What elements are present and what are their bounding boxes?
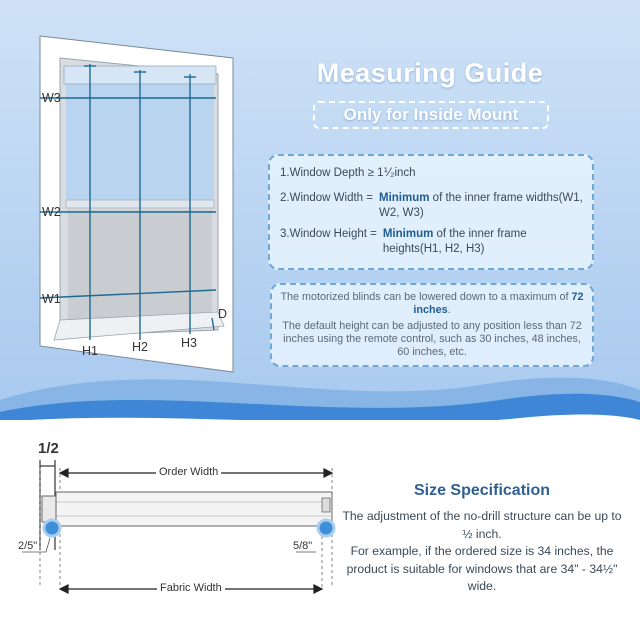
measure-item-width: 2.Window Width = Minimum of the inner frame widths(W1, W2, W3) — [280, 192, 583, 219]
page-subtitle: Only for Inside Mount — [313, 101, 549, 129]
left-fraction-label: 2/5" — [18, 540, 38, 552]
measure-box — [268, 154, 594, 270]
roller-tube — [56, 492, 332, 526]
left-bracket-marker — [44, 520, 60, 536]
right-fraction-label: 5/8" — [293, 540, 313, 552]
size-spec-title: Size Specification — [413, 482, 551, 499]
fabric-width-label: Fabric Width — [157, 582, 225, 594]
size-spec-body — [336, 508, 628, 596]
info-line-2: The default height can be adjusted to any position less than 72 inches using the remote control, such as 30 inches, 48 inches, 60 inches, etc. — [282, 320, 582, 358]
left-end-cap — [42, 496, 56, 522]
label-d: D — [218, 307, 228, 321]
wave-decoration — [0, 330, 640, 420]
size-spec-line-2: For example, if the ordered size is 34 inches, the product is suitable for windows that are 34" - 34½" wide. — [346, 544, 618, 593]
label-h3: H3 — [181, 336, 197, 350]
label-w2: W2 — [42, 205, 61, 219]
page-title: Measuring Guide — [316, 58, 544, 88]
order-width-label: Order Width — [156, 466, 221, 478]
label-w3: W3 — [42, 91, 61, 105]
label-w1: W1 — [42, 292, 61, 306]
right-motor — [322, 498, 330, 512]
size-spec-line-1: The adjustment of the no-drill structure can be up to ½ inch. — [342, 509, 622, 541]
label-h1: H1 — [82, 344, 98, 358]
info-line-1: The motorized blinds can be lowered down to a maximum of 72 inches. — [280, 291, 584, 316]
measure-item-height: 3.Window Height = Minimum of the inner frame heights(H1, H2, H3) — [280, 228, 527, 255]
measure-item-depth: 1.Window Depth ≥ 1⅟₂inch — [280, 167, 416, 179]
right-bracket-marker — [318, 520, 334, 536]
label-h2: H2 — [132, 340, 148, 354]
half-label: 1/2 — [38, 440, 59, 457]
